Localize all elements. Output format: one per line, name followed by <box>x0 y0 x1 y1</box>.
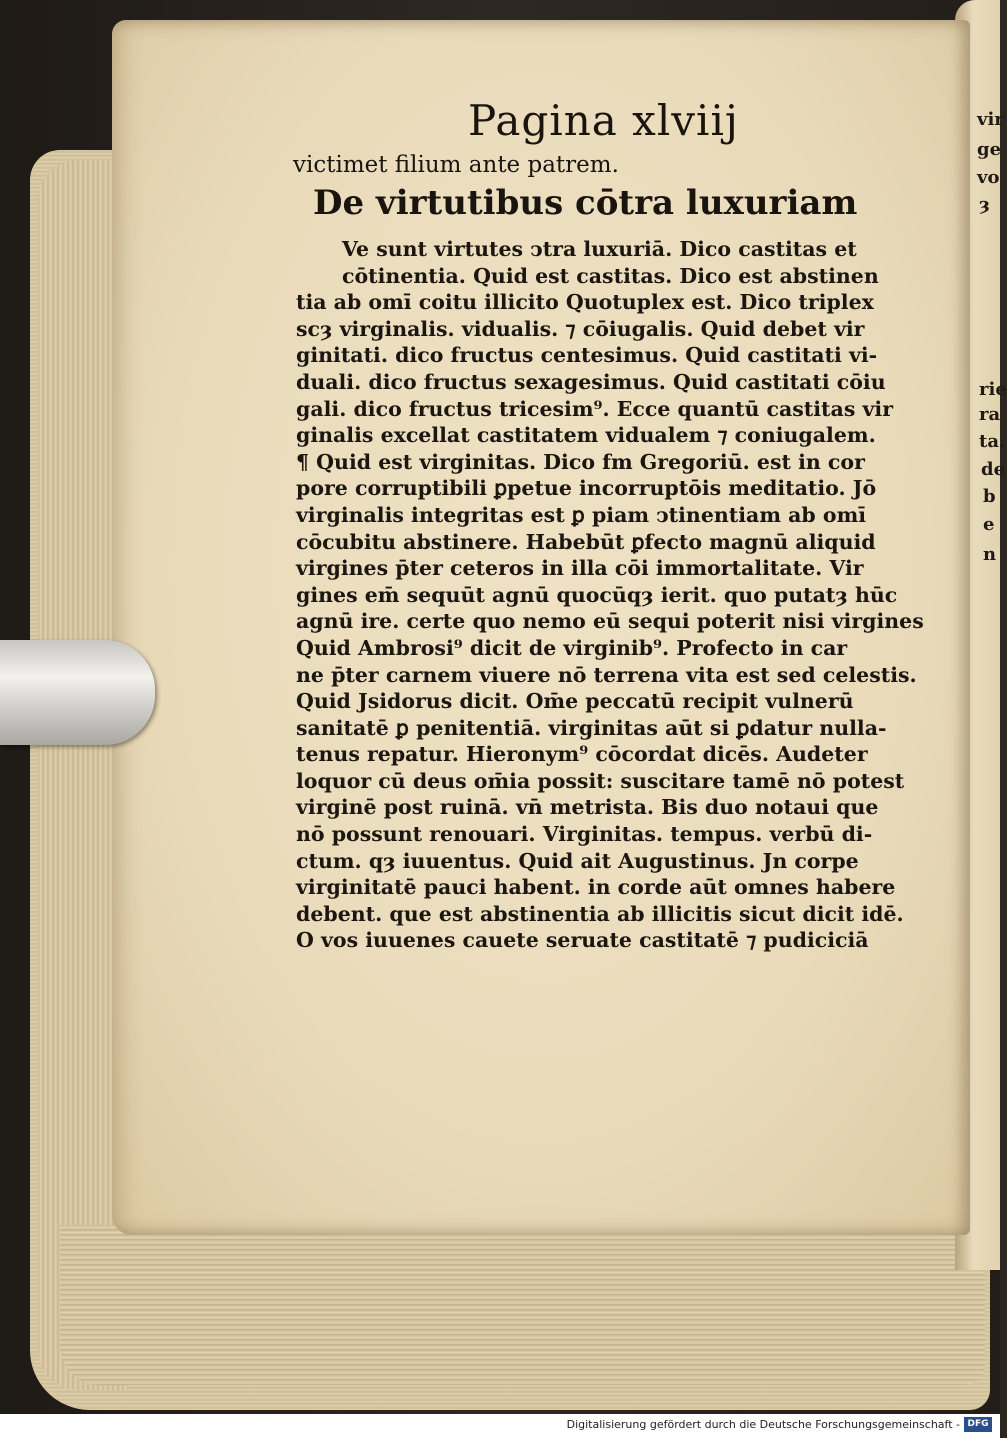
facing-page-text: vo <box>977 167 1000 188</box>
text-line: ne p̄ter carnem viuere nō terrena vita est sed celestis. <box>296 662 917 687</box>
text-line: O vos iuuenes cauete seruate castitatē ⁊ pudiciciā <box>296 928 869 953</box>
text-line: duali. dico fructus sexagesimus. Quid castitati cōiu <box>296 369 886 394</box>
text-line: cōcubitu abstinere. Habebūt ꝑfecto magnū aliquid <box>296 529 876 554</box>
catchword-line: victimet filium ante patrem. <box>293 152 619 178</box>
book-bottom-edges <box>60 1225 985 1385</box>
facing-page-text: de <box>981 459 1006 480</box>
text-line: pore corruptibili ꝑpetue incorruptōis meditatio. Jō <box>296 476 877 501</box>
text-line: ctum. qȝ iuuentus. Quid ait Augustinus. Jn corpe <box>296 848 859 873</box>
text-line: tia ab omī coitu illicito Quotuplex est. Dico triplex <box>296 290 874 315</box>
text-line: ginalis excellat castitatem vidualem ⁊ coniugalem. <box>296 423 876 448</box>
dfg-logo: DFG <box>964 1417 992 1432</box>
text-line: virginalis integritas est ꝑ piam ↄtinentiam ab omī <box>296 502 867 527</box>
text-line: Ve sunt virtutes ↄtra luxuriā. Dico castitas et <box>342 237 857 261</box>
text-line: gali. dico fructus tricesim⁹. Ecce quantū castitas vir <box>296 396 893 421</box>
facing-page-text: rie <box>979 379 1007 400</box>
facing-page-text: ge <box>977 139 1002 160</box>
body-text <box>296 236 924 954</box>
text-line: nō possunt renouari. Virginitas. tempus. verbū di- <box>296 822 873 847</box>
text-line: agnū ire. certe quo nemo eū sequi poterit nisi virgines <box>296 609 924 634</box>
text-line: Quid Ambrosi⁹ dicit de virginib⁹. Profecto in car <box>296 635 848 660</box>
facing-page-text: b <box>983 486 996 507</box>
facing-page-text: e <box>983 514 995 535</box>
facing-page-text: ȝ <box>979 194 990 215</box>
text-line: debent. que est abstinentia ab illicitis sicut dicit idē. <box>296 901 904 926</box>
text-line: virginē post ruinā. vn̄ metrista. Bis duo notaui que <box>296 795 879 820</box>
digitization-footer <box>0 1414 1000 1438</box>
text-line: cōtinentia. Quid est castitas. Dico est abstinen <box>342 263 879 288</box>
text-line: virginitatē pauci habent. in corde aūt omnes habere <box>296 875 896 900</box>
section-title: De virtutibus cōtra luxuriam <box>313 183 858 223</box>
text-line: gines em̄ sequūt agnū quocūqȝ ierit. quo putatȝ hūc <box>296 582 898 607</box>
text-line: scȝ virginalis. vidualis. ⁊ cōiugalis. Quid debet vir <box>296 316 865 341</box>
text-line: Quid Jsidorus dicit. Om̄e peccatū recipit vulnerū <box>296 689 854 714</box>
text-line: ginitati. dico fructus centesimus. Quid castitati vi- <box>296 343 878 368</box>
text-line: loquor cū deus om̄ia possit: suscitare tamē nō potest <box>296 768 905 793</box>
facing-page-text: ta. <box>979 431 1006 452</box>
text-line: sanitatē ꝑ penitentiā. virginitas aūt si ꝑdatur nulla- <box>296 715 887 740</box>
facing-page-text: vir <box>977 109 1004 130</box>
page-heading: Pagina xlviij <box>468 96 739 145</box>
text-line: virgines p̄ter ceteros in illa cōi immortalitate. Vir <box>296 556 864 581</box>
text-line: tenus repatur. Hieronym⁹ cōcordat dicēs. Audeter <box>296 742 868 767</box>
facing-page-text: ra <box>979 404 1001 425</box>
funding-credit: Digitalisierung gefördert durch die Deutsche Forschungsgemeinschaft - <box>566 1418 960 1431</box>
page-holder-blade <box>0 640 155 745</box>
text-line: ¶ Quid est virginitas. Dico fm Gregoriū. est in cor <box>296 449 865 474</box>
facing-page-text: n <box>983 544 997 565</box>
